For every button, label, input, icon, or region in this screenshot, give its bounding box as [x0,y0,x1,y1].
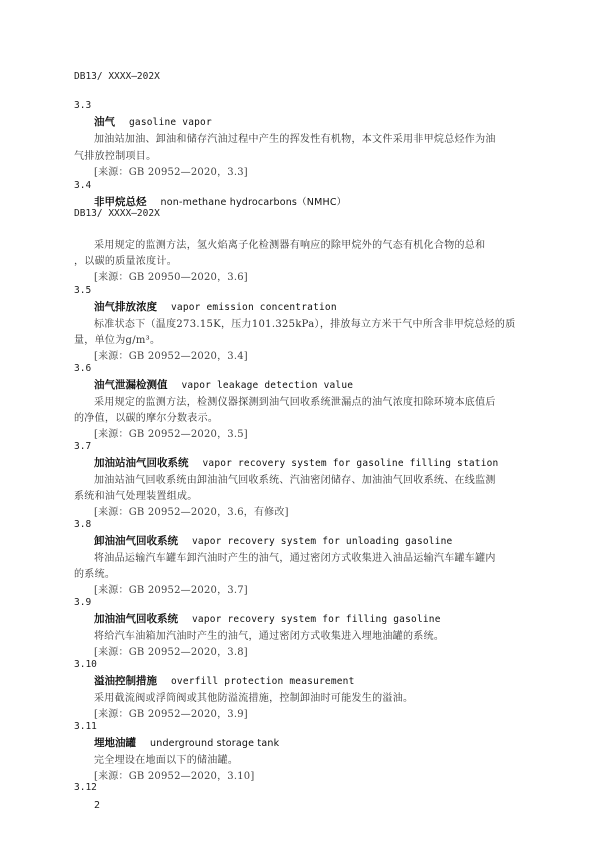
source-citation: [来源：GB 20950—2020，3.6] [94,272,248,283]
term-zh: 油气排放浓度 [94,301,157,313]
definition-line: 采用截流阀或浮筒阀或其他防溢流措施，控制卸油时可能发生的溢油。 [94,693,414,704]
term-heading [94,299,337,314]
clause-number: 3.7 [74,441,92,452]
term-zh: 卸油油气回收系统 [94,535,178,547]
definition-line: 采用规定的监测方法，检测仪器探测到油气回收系统泄漏点的油气浓度扣除环境本底值后 [94,397,496,408]
term-en: vapor recovery system for unloading gasoline [192,536,453,547]
clause-number: 3.6 [74,363,92,374]
clause-number: 3.3 [74,100,92,111]
clause-number: 3.4 [74,180,92,191]
term-en: vapor emission concentration [171,302,337,313]
term-zh: 加油站油气回收系统 [94,457,189,469]
clause-number: 3.12 [74,782,97,793]
definition-line: 的净值，以碳的摩尔分数表示。 [74,413,219,424]
term-heading [94,611,441,626]
clause-number: 3.11 [74,721,97,732]
term-zh: 溢油控制措施 [94,675,157,687]
document-header-top: DB13/ XXXX—202X [74,71,160,82]
term-zh: 油气 [94,116,115,128]
definition-line: 将油品运输汽车罐车卸汽油时产生的油气，通过密闭方式收集进入油品运输汽车罐车罐内 [94,553,496,564]
clause-number: 3.8 [74,519,92,530]
source-citation: [来源：GB 20952—2020，3.3] [94,167,248,178]
page-number: 2 [94,800,101,811]
source-citation: [来源：GB 20952—2020，3.5] [94,429,248,440]
term-heading [94,735,279,750]
definition-line: 加油站油气回收系统由卸油油气回收系统、汽油密闭储存、加油油气回收系统、在线监测 [94,475,496,486]
term-en: gasoline vapor [129,117,212,128]
term-heading [94,114,212,129]
definition-line: ，以碳的质量浓度计。 [74,256,177,267]
term-zh: 埋地油罐 [94,737,136,749]
definition-line: 完全埋设在地面以下的储油罐。 [94,755,239,766]
term-en: overfill protection measurement [171,676,355,687]
source-citation: [来源：GB 20952—2020，3.6，有修改] [94,507,289,518]
term-en: vapor leakage detection value [181,380,354,391]
definition-line: 加油站加油、卸油和储存汽油过程中产生的挥发性有机物，本文件采用非甲烷总烃作为油 [94,134,496,145]
definition-line: 将给汽车油箱加汽油时产生的油气，通过密闭方式收集进入埋地油罐的系统。 [94,631,445,642]
clause-number: 3.5 [74,285,92,296]
definition-line: 量，单位为g/m³。 [74,335,161,346]
source-citation: [来源：GB 20952—2020，3.10] [94,771,255,782]
definition-line: 的系统。 [74,569,116,580]
term-en: non-methane hydrocarbons（NMHC） [160,197,347,208]
definition-line: 标准状态下（温度273.15K，压力101.325kPa），排放每立方米干气中所含非甲烷总烃的质 [94,319,516,330]
term-en: vapor recovery system for gasoline filling station [202,458,499,469]
definition-line: 系统和油气处理装置组成。 [74,491,198,502]
document-header-repeat: DB13/ XXXX—202X [74,208,160,219]
source-citation: [来源：GB 20952—2020，3.4] [94,351,248,362]
definition-line: 采用规定的监测方法，氢火焰离子化检测器有响应的除甲烷外的气态有机化合物的总和 [94,240,486,251]
term-heading [94,377,353,392]
definition-line: 气排放控制项目。 [74,151,157,162]
term-heading [94,455,498,470]
source-citation: [来源：GB 20952—2020，3.9] [94,709,248,720]
term-heading [94,673,355,688]
clause-number: 3.9 [74,597,92,608]
term-en: vapor recovery system for filling gasoline [192,614,441,625]
term-heading [94,533,452,548]
term-zh: 油气泄漏检测值 [94,379,168,391]
term-zh: 非甲烷总烃 [94,196,147,208]
clause-number: 3.10 [74,659,97,670]
source-citation: [来源：GB 20952—2020，3.7] [94,585,248,596]
term-heading [94,194,346,209]
term-en: underground storage tank [150,738,280,749]
source-citation: [来源：GB 20952—2020，3.8] [94,647,248,658]
term-zh: 加油油气回收系统 [94,613,178,625]
